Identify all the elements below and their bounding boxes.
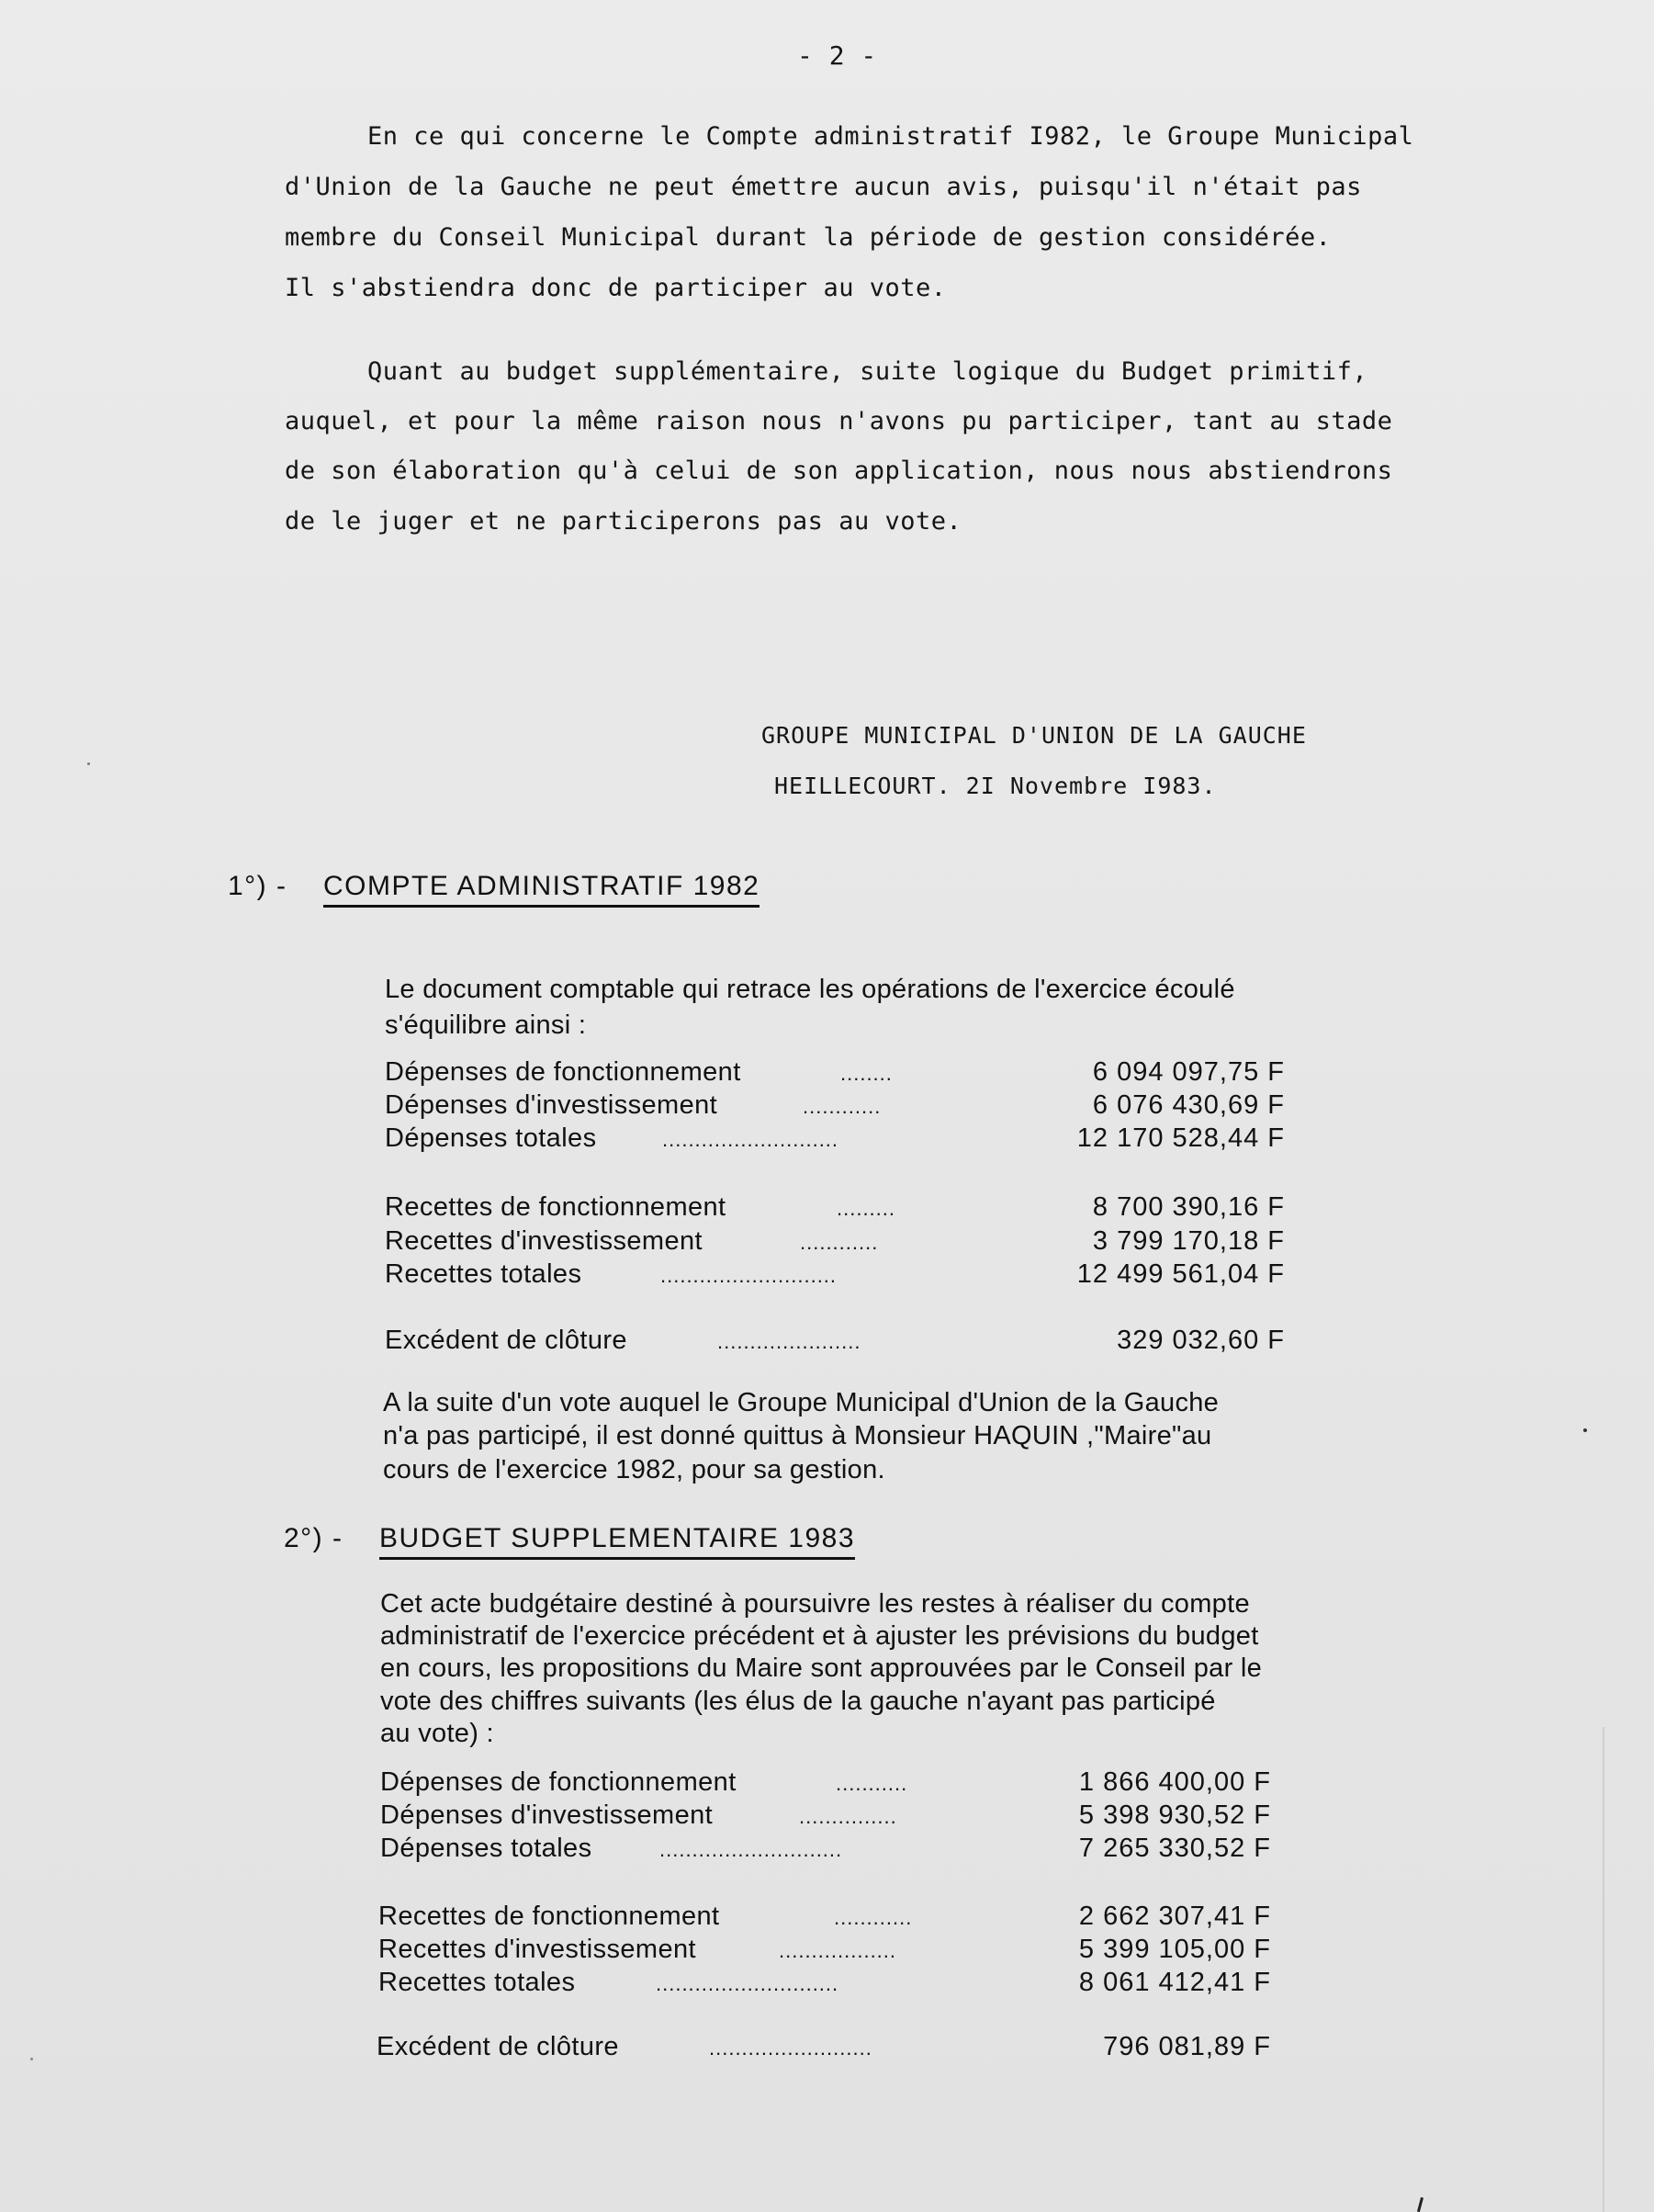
leader-dots: ......................... [709, 2037, 872, 2060]
section-1-intro-line: s'équilibre ainsi : [385, 1010, 587, 1040]
text-line: Quant au budget supplémentaire, suite logique du Budget primitif, [367, 357, 1368, 386]
table-row [378, 1935, 1271, 1968]
scan-speck [1583, 1428, 1587, 1432]
text-line: En ce qui concerne le Compte administratif I982, le Groupe Municipal [367, 122, 1414, 151]
section-2-number: 2°) - [284, 1523, 343, 1553]
table-row [378, 1968, 1271, 2001]
row-value: 3 799 170,18 F [1092, 1226, 1285, 1256]
scan-speck [87, 762, 90, 765]
section-1-intro-line: Le document comptable qui retrace les opérations de l'exercice écoulé [385, 975, 1235, 1004]
leader-dots: ............ [803, 1095, 882, 1118]
text-line: membre du Conseil Municipal durant la période de gestion considérée. [285, 223, 1332, 252]
row-value: 5 398 930,52 F [1078, 1800, 1271, 1830]
section-1-number: 1°) - [228, 871, 287, 901]
row-label: Dépenses de fonctionnement [380, 1767, 737, 1797]
table-row-excedent [377, 2032, 1271, 2065]
table-row [385, 1226, 1285, 1259]
section-2-intro-line: administratif de l'exercice précédent et à ajuster les prévisions du budget [380, 1621, 1259, 1651]
table-row [385, 1192, 1285, 1225]
leader-dots: ........ [840, 1062, 893, 1085]
table-row [380, 1800, 1271, 1834]
table-row [385, 1259, 1285, 1292]
row-label: Recettes d'investissement [378, 1935, 696, 1964]
row-value: 12 170 528,44 F [1076, 1123, 1285, 1153]
row-label: Recettes totales [385, 1259, 582, 1289]
section-2-intro-line: Cet acte budgétaire destiné à poursuivre les restes à réaliser du compte [380, 1589, 1250, 1619]
section-2-intro-line: vote des chiffres suivants (les élus de la gauche n'ayant pas participé [380, 1687, 1216, 1716]
section-1-conclusion-line: cours de l'exercice 1982, pour sa gestion. [383, 1455, 885, 1484]
row-value: 796 081,89 F [1103, 2032, 1271, 2061]
scan-edge-line [1603, 1727, 1604, 2212]
leader-dots: ...................... [717, 1330, 861, 1353]
section-1-conclusion-line: n'a pas participé, il est donné quittus à Monsieur HAQUIN ,"Maire"au [383, 1421, 1212, 1450]
table-row [380, 1767, 1271, 1800]
row-value: 12 499 561,04 F [1076, 1259, 1285, 1289]
leader-dots: .................. [779, 1939, 897, 1962]
page-number: - 2 - [797, 40, 877, 71]
text-line: de son élaboration qu'à celui de son application, nous nous abstiendrons [285, 457, 1393, 485]
scan-mark [1417, 2197, 1423, 2212]
row-label: Recettes totales [378, 1968, 576, 1997]
section-1-title: COMPTE ADMINISTRATIF 1982 [323, 871, 759, 908]
table-row [385, 1123, 1285, 1157]
row-label: Dépenses totales [380, 1834, 592, 1863]
row-label: Dépenses d'investissement [385, 1090, 718, 1120]
row-value: 2 662 307,41 F [1078, 1902, 1271, 1931]
row-label: Recettes de fonctionnement [385, 1192, 726, 1222]
leader-dots: ............................ [656, 1972, 839, 1995]
row-value: 6 094 097,75 F [1092, 1057, 1285, 1087]
text-line: Il s'abstiendra donc de participer au vote. [285, 274, 947, 302]
table-row [378, 1902, 1271, 1935]
scan-speck [30, 2058, 33, 2060]
leader-dots: ............... [799, 1805, 897, 1828]
leader-dots: ........................... [660, 1264, 838, 1287]
leader-dots: ............ [834, 1906, 913, 1929]
row-label: Dépenses d'investissement [380, 1800, 714, 1830]
section-2-title: BUDGET SUPPLEMENTAIRE 1983 [379, 1523, 855, 1560]
table-row [385, 1057, 1285, 1090]
row-label: Dépenses de fonctionnement [385, 1057, 741, 1087]
leader-dots: ............ [800, 1231, 879, 1254]
row-value: 6 076 430,69 F [1092, 1090, 1285, 1120]
table-row-excedent [385, 1326, 1285, 1359]
row-value: 7 265 330,52 F [1078, 1834, 1271, 1863]
row-label: Recettes de fonctionnement [378, 1902, 720, 1931]
section-1-conclusion-line: A la suite d'un vote auquel le Groupe Municipal d'Union de la Gauche [383, 1388, 1220, 1417]
row-value: 8 061 412,41 F [1078, 1968, 1271, 1997]
row-label: Recettes d'investissement [385, 1226, 703, 1256]
row-label: Excédent de clôture [385, 1326, 627, 1355]
text-line: auquel, et pour la même raison nous n'avons pu participer, tant au stade [285, 407, 1393, 435]
text-line: de le juger et ne participerons pas au vote. [285, 507, 962, 536]
table-row [385, 1090, 1285, 1123]
leader-dots: ............................ [659, 1838, 843, 1861]
row-value: 8 700 390,16 F [1092, 1192, 1285, 1222]
row-value: 329 032,60 F [1117, 1326, 1285, 1355]
section-2-intro-line: en cours, les propositions du Maire sont approuvées par le Conseil par le [380, 1653, 1263, 1683]
leader-dots: ........... [836, 1772, 908, 1795]
row-label: Dépenses totales [385, 1123, 597, 1153]
row-value: 1 866 400,00 F [1078, 1767, 1271, 1797]
row-value: 5 399 105,00 F [1078, 1935, 1271, 1964]
table-row [380, 1834, 1271, 1867]
section-2-intro-line: au vote) : [380, 1719, 494, 1748]
signature-place-date: HEILLECOURT. 2I Novembre I983. [774, 773, 1217, 799]
leader-dots: ......... [837, 1197, 896, 1220]
row-label: Excédent de clôture [377, 2032, 619, 2061]
text-line: d'Union de la Gauche ne peut émettre aucun avis, puisqu'il n'était pas [285, 173, 1362, 201]
leader-dots: ........................... [662, 1128, 839, 1151]
signature-group: GROUPE MUNICIPAL D'UNION DE LA GAUCHE [761, 722, 1307, 749]
